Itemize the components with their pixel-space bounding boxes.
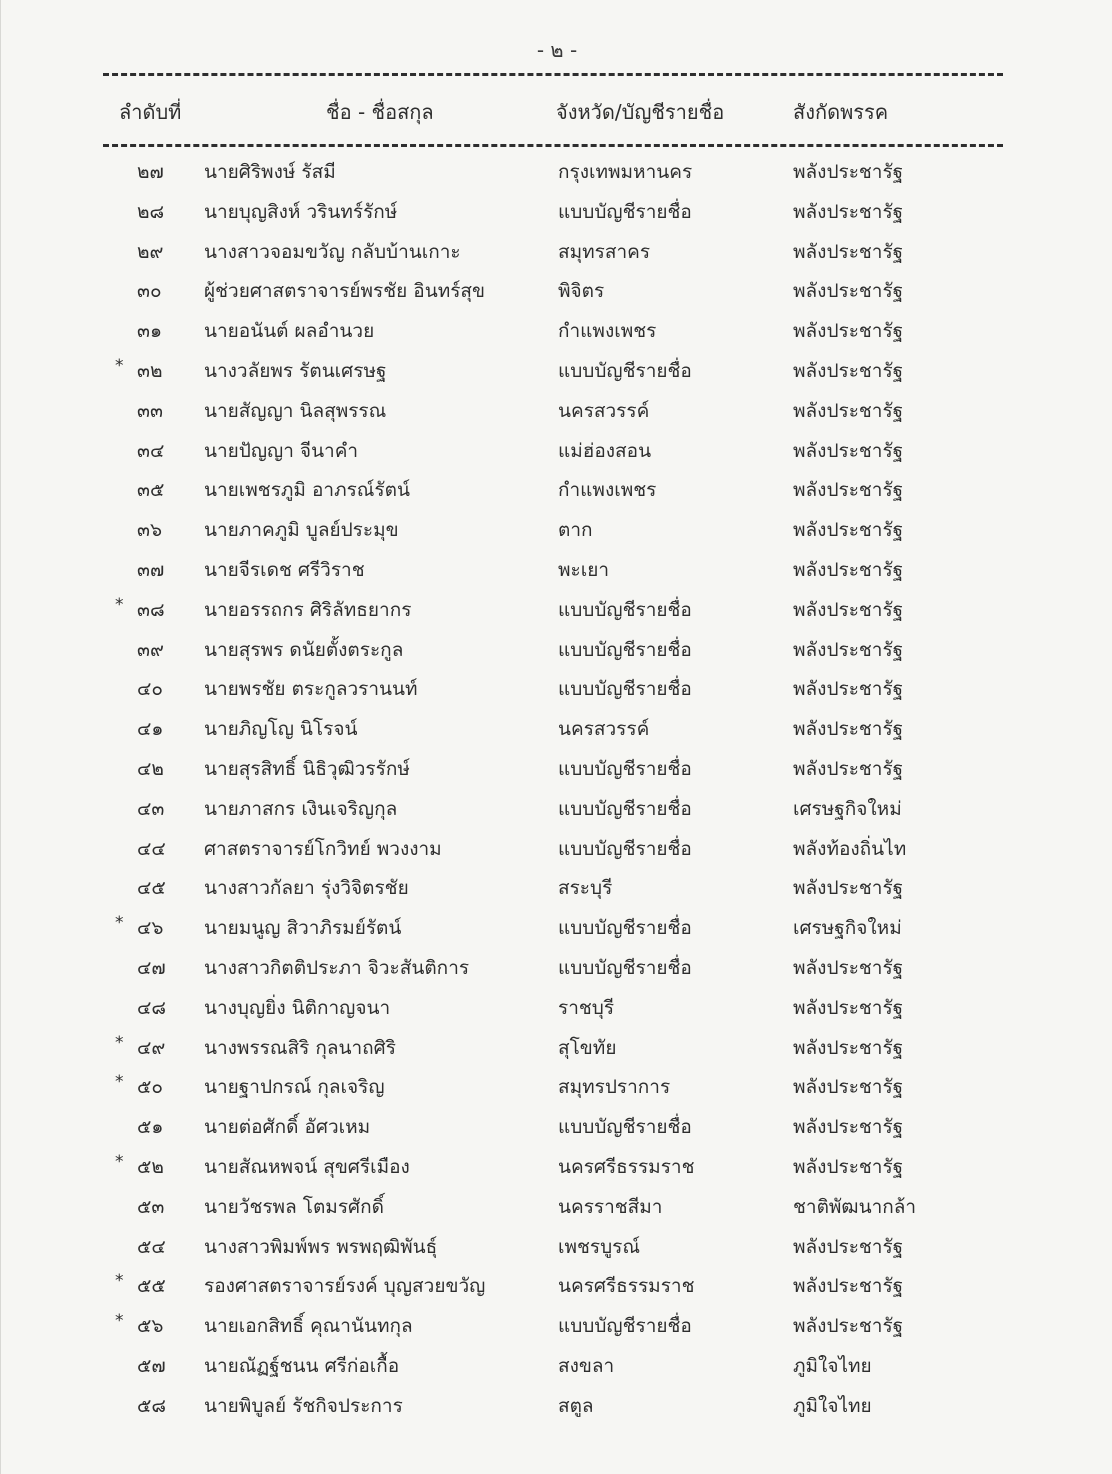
row-party: พลังประชารัฐ [793,161,904,183]
row-party: พลังประชารัฐ [793,1315,904,1338]
row-order-number: ๔๗ [137,956,166,979]
row-order-number: ๓๑ [137,320,163,343]
row-order-number: ๔๐ [137,678,163,701]
row-province: แบบบัญชีรายชื่อ [558,200,692,223]
header-bottom-rule [103,144,1003,147]
row-order-number: ๓๐ [137,280,162,303]
row-province: แบบบัญชีรายชื่อ [558,917,692,940]
row-name: นายภาคภูมิ บูลย์ประมุข [204,519,399,542]
row-party: เศรษฐกิจใหม่ [793,797,902,820]
row-party: พลังประชารัฐ [793,678,904,701]
row-order-number: ๓๙ [137,638,164,661]
row-order-number: ๔๘ [137,996,167,1019]
row-party: พลังท้องถิ่นไท [793,837,907,860]
row-name: นายณัฏฐ์ชนน ศรีก่อเกื้อ [204,1354,400,1377]
row-party: พลังประชารัฐ [793,877,904,900]
row-province: แบบบัญชีรายชื่อ [558,797,692,820]
row-province: นครสวรรค์ [558,399,650,422]
row-province: สมุทรสาคร [558,240,651,263]
row-order-number: ๔๑ [137,718,164,741]
row-order-number: ๒๗ [137,161,164,183]
row-party: พลังประชารัฐ [793,1235,904,1258]
row-mark: * [115,1271,124,1292]
row-party: พลังประชารัฐ [793,200,904,223]
member-list [1,150,1112,1424]
row-name: นายอรรถกร ศิริลัทธยากร [204,598,412,621]
row-party: พลังประชารัฐ [793,996,904,1019]
row-party: พลังประชารัฐ [793,1076,904,1099]
table-row [1,1185,1112,1225]
row-party: ภูมิใจไทย [793,1394,872,1417]
row-name: นายภาสกร เงินเจริญกุล [204,797,398,820]
table-header [1,96,1112,130]
row-order-number: ๕๕ [137,1275,166,1298]
row-province: นครราชสีมา [558,1195,663,1218]
row-name: นายวัชรพล โตมรศักดิ์ [204,1195,384,1218]
row-name: นายฐาปกรณ์ กุลเจริญ [204,1076,385,1099]
row-order-number: ๕๘ [137,1394,167,1417]
row-province: สงขลา [558,1354,615,1377]
row-mark: * [115,594,124,615]
row-party: พลังประชารัฐ [793,1036,904,1059]
row-party: พลังประชารัฐ [793,956,904,979]
table-row [1,707,1112,747]
row-party: พลังประชารัฐ [793,519,904,542]
row-party: เศรษฐกิจใหม่ [793,917,902,940]
row-name: นายศิริพงษ์ รัสมี [204,161,336,183]
table-row [1,309,1112,349]
row-name: นางสาวพิมพ์พร พรพฤฒิพันธุ์ [204,1235,438,1258]
table-row [1,986,1112,1026]
row-party: พลังประชารัฐ [793,558,904,581]
row-province: แบบบัญชีรายชื่อ [558,678,692,701]
row-province: แบบบัญชีรายชื่อ [558,1116,692,1139]
row-party: พลังประชารัฐ [793,757,904,780]
row-order-number: ๓๓ [137,399,163,422]
row-province: แบบบัญชีรายชื่อ [558,837,692,860]
table-row [1,150,1112,190]
row-name: นายสุรสิทธิ์ นิธิวุฒิวรรักษ์ [204,757,410,780]
row-name: นายพิบูลย์ รัชกิจประการ [204,1394,403,1417]
row-name: นางสาวกัลยา รุ่งวิจิตรชัย [204,877,409,900]
row-order-number: ๓๔ [137,439,165,462]
row-party: ภูมิใจไทย [793,1354,872,1377]
row-name: นางสาวจอมขวัญ กลับบ้านเกาะ [204,240,461,263]
row-order-number: ๕๗ [137,1354,166,1377]
table-row [1,508,1112,548]
table-row [1,389,1112,429]
row-mark: * [115,1151,124,1172]
table-row [1,230,1112,270]
row-province: กรุงเทพมหานคร [558,161,693,183]
row-name: นายสัญญา นิลสุพรรณ [204,399,387,422]
row-order-number: ๒๘ [137,200,165,223]
row-name: รองศาสตราจารย์รงค์ บุญสวยขวัญ [204,1275,486,1298]
row-name: นางสาวกิตติประภา จิวะสันติการ [204,956,470,979]
row-order-number: ๕๓ [137,1195,165,1218]
row-order-number: ๔๕ [137,877,166,900]
table-row [1,906,1112,946]
row-province: นครสวรรค์ [558,718,650,741]
table-row [1,667,1112,707]
row-name: นางบุญยิ่ง นิติกาญจนา [204,996,391,1019]
row-mark: * [115,913,124,934]
row-name: นายอนันต์ ผลอำนวย [204,320,375,343]
table-row [1,588,1112,628]
table-row [1,747,1112,787]
table-row [1,866,1112,906]
row-party: พลังประชารัฐ [793,399,904,422]
table-row [1,1264,1112,1304]
row-mark: * [115,1072,124,1093]
table-row [1,1026,1112,1066]
row-name: ศาสตราจารย์โกวิทย์ พวงงาม [204,837,442,860]
row-party: พลังประชารัฐ [793,1155,904,1178]
table-row [1,1145,1112,1185]
row-name: นายต่อศักดิ์ อัศวเหม [204,1116,371,1139]
table-row [1,349,1112,389]
row-order-number: ๕๔ [137,1235,166,1258]
row-order-number: ๕๐ [137,1076,163,1099]
table-row [1,1304,1112,1344]
row-order-number: ๓๕ [137,479,165,502]
row-province: กำแพงเพชร [558,479,657,502]
row-party: พลังประชารัฐ [793,1275,904,1298]
row-province: แบบบัญชีรายชื่อ [558,956,692,979]
row-name: นางพรรณสิริ กุลนาถศิริ [204,1036,396,1059]
row-party: ชาติพัฒนากล้า [793,1195,917,1218]
table-row [1,269,1112,309]
row-order-number: ๕๖ [137,1315,164,1338]
row-order-number: ๔๒ [137,757,164,780]
row-order-number: ๔๔ [137,837,166,860]
row-mark: * [115,355,124,376]
row-name: ผู้ช่วยศาสตราจารย์พรชัย อินทร์สุข [204,280,486,303]
row-name: นายสุรพร ดนัยตั้งตระกูล [204,638,404,661]
row-name: นายจีรเดช ศรีวิราช [204,558,365,581]
row-party: พลังประชารัฐ [793,280,904,303]
table-row [1,1384,1112,1424]
header-order: ลำดับที่ [119,100,182,124]
row-party: พลังประชารัฐ [793,320,904,343]
table-row [1,787,1112,827]
row-order-number: ๓๒ [137,359,163,382]
row-province: สตูล [558,1394,594,1417]
header-top-rule [103,73,1003,76]
row-party: พลังประชารัฐ [793,718,904,741]
row-name: นายเพชรภูมิ อาภรณ์รัตน์ [204,479,410,502]
row-province: สมุทรปราการ [558,1076,671,1099]
row-province: นครศรีธรรมราช [558,1155,695,1178]
row-name: นางวลัยพร รัตนเศรษฐ [204,359,387,382]
row-name: นายภิญโญ นิโรจน์ [204,718,358,741]
row-name: นายเอกสิทธิ์ คุณานันทกุล [204,1315,413,1338]
header-party: สังกัดพรรค [793,100,889,124]
row-province: กำแพงเพชร [558,320,657,343]
row-province: แบบบัญชีรายชื่อ [558,1315,692,1338]
table-row [1,468,1112,508]
row-name: นายมนูญ สิวาภิรมย์รัตน์ [204,917,402,940]
row-party: พลังประชารัฐ [793,479,904,502]
header-name: ชื่อ - ชื่อสกุล [326,100,434,124]
table-row [1,548,1112,588]
row-province: แบบบัญชีรายชื่อ [558,638,692,661]
row-order-number: ๔๓ [137,797,165,820]
row-name: นายสัณหพจน์ สุขศรีเมือง [204,1155,410,1178]
table-row [1,628,1112,668]
table-row [1,1225,1112,1265]
table-row [1,946,1112,986]
page-number: - ๒ - [536,38,578,62]
row-province: สุโขทัย [558,1036,617,1059]
row-order-number: ๓๖ [137,519,163,542]
row-province: พะเยา [558,558,610,581]
row-party: พลังประชารัฐ [793,439,904,462]
row-province: ตาก [558,519,593,542]
row-order-number: ๔๙ [137,1036,166,1059]
row-order-number: ๓๗ [137,558,165,581]
row-province: แบบบัญชีรายชื่อ [558,757,692,780]
table-row [1,190,1112,230]
table-row [1,429,1112,469]
row-province: แม่ฮ่องสอน [558,439,652,462]
row-province: แบบบัญชีรายชื่อ [558,359,692,382]
table-row [1,1105,1112,1145]
row-name: นายปัญญา จีนาคำ [204,439,359,462]
row-province: สระบุรี [558,877,613,900]
row-province: นครศรีธรรมราช [558,1275,695,1298]
row-order-number: ๔๖ [137,917,164,940]
row-mark: * [115,1311,124,1332]
table-row [1,1065,1112,1105]
row-name: นายบุญสิงห์ วรินทร์รักษ์ [204,200,398,223]
row-mark: * [115,1032,124,1053]
row-party: พลังประชารัฐ [793,598,904,621]
row-party: พลังประชารัฐ [793,359,904,382]
row-province: พิจิตร [558,280,605,303]
row-party: พลังประชารัฐ [793,1116,904,1139]
row-province: แบบบัญชีรายชื่อ [558,598,692,621]
table-row [1,827,1112,867]
row-province: ราชบุรี [558,996,615,1019]
row-order-number: ๒๙ [137,240,164,263]
row-order-number: ๕๒ [137,1155,164,1178]
row-name: นายพรชัย ตระกูลวรานนท์ [204,678,418,701]
row-province: เพชรบูรณ์ [558,1235,641,1258]
row-party: พลังประชารัฐ [793,240,904,263]
table-row [1,1344,1112,1384]
header-province: จังหวัด/บัญชีรายชื่อ [556,100,725,124]
row-order-number: ๕๑ [137,1116,164,1139]
row-party: พลังประชารัฐ [793,638,904,661]
row-order-number: ๓๘ [137,598,165,621]
